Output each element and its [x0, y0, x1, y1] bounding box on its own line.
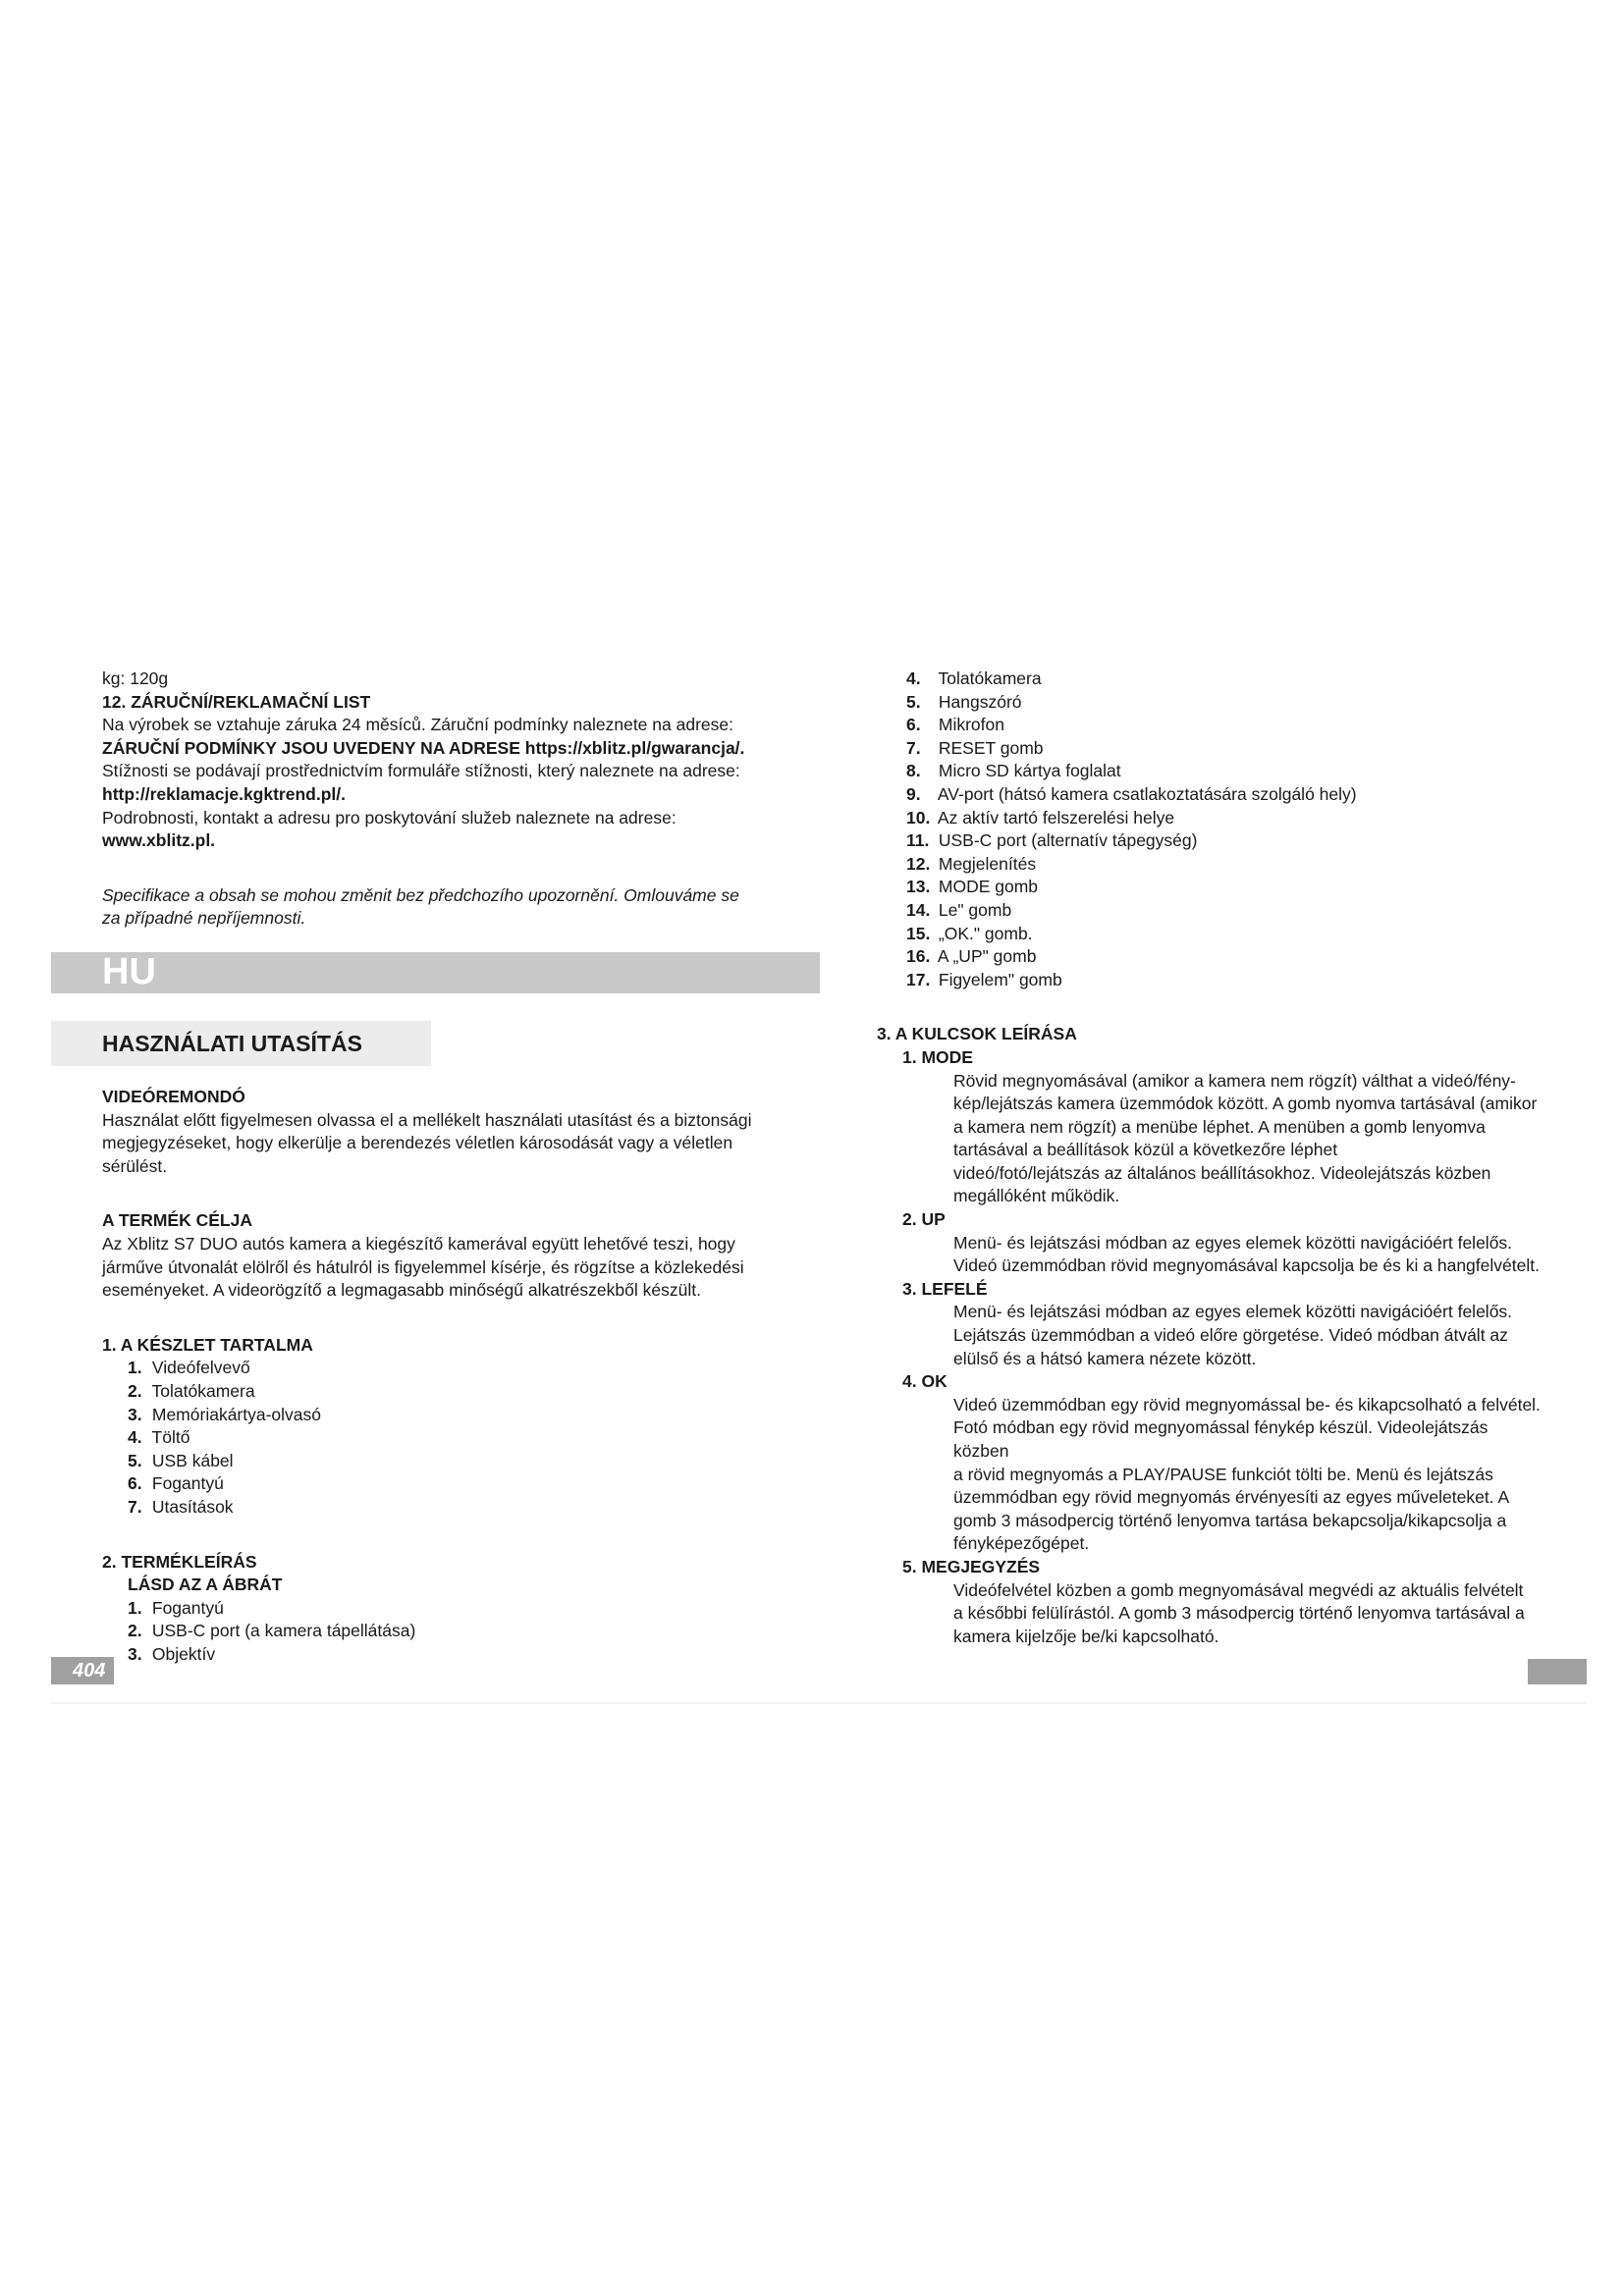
paragraph-line: sérülést. [102, 1155, 168, 1176]
paragraph-line: fényképezőgépet. [953, 1533, 1090, 1554]
paragraph-line: Használat előtt figyelmesen olvassa el a mellékelt használati utasítást és a biztonsági [102, 1109, 752, 1130]
list-item: 6. Fogantyú [128, 1473, 224, 1494]
key-description [902, 1579, 1544, 1649]
left-column [102, 667, 819, 931]
paragraph-line: Menü- és lejátszási módban az egyes elemek közötti navigációért felelős. [953, 1302, 1513, 1322]
list-item: 17. Figyelem" gomb [906, 969, 1062, 989]
list-item: 3. Memóriakártya-olvasó [128, 1404, 322, 1424]
paragraph-line: Az Xblitz S7 DUO autós kamera a kiegészítő kamerával együtt lehetővé teszi, hogy [102, 1233, 735, 1254]
section-heading: VIDEÓREMONDÓ [102, 1087, 245, 1106]
section-heading: 1. A KÉSZLET TARTALMA [102, 1334, 313, 1355]
product-parts-list [877, 667, 1544, 991]
warranty-link-line[interactable]: ZÁRUČNÍ PODMÍNKY JSOU UVEDENY NA ADRESE https://xblitz.pl/gwarancja/. [102, 737, 745, 758]
list-item: 11. USB-C port (alternatív tápegység) [906, 830, 1198, 851]
paragraph-line: Lejátszás üzemmódban a videó előre görgetése. Videó módban átvált az [953, 1325, 1508, 1346]
list-item: 14. Le" gomb [906, 899, 1012, 920]
paragraph-line: megállóként működik. [953, 1186, 1120, 1206]
list-item: 2. Tolatókamera [128, 1380, 255, 1401]
paragraph-line: videó/fotó/lejátszás az általános beállításokhoz. Videolejátszás közben [953, 1162, 1491, 1183]
paragraph-line: gomb 3 másodpercig történő lenyomva tartása bekapcsolja/kikapcsolja a [953, 1510, 1507, 1530]
complaints-link[interactable]: http://reklamacje.kgktrend.pl/. [102, 783, 346, 804]
product-description-list [102, 1574, 819, 1666]
paragraph-line: tartásával a beállítások közül a következőre léphet [953, 1140, 1338, 1160]
list-item: 7. Utasítások [128, 1496, 234, 1517]
key-description [902, 1232, 1544, 1278]
left-body [102, 1086, 819, 1666]
warranty-heading: 12. ZÁRUČNÍ/REKLAMAČNÍ LIST [102, 691, 371, 712]
paragraph-line: eseményeket. A videorögzítő a legmagasabb minőségű alkatrészekből készült. [102, 1280, 701, 1301]
language-band [51, 952, 820, 993]
list-item: 4. Töltő [128, 1427, 190, 1448]
key-description [902, 1301, 1544, 1370]
right-page-marker [1528, 1659, 1587, 1684]
right-column [877, 667, 1544, 1648]
bottom-divider [51, 1702, 1587, 1704]
paragraph-line: a későbbi felülírástól. A gomb 3 másodpercig történő lenyomva tartásával a [953, 1603, 1525, 1624]
list-item: 3. Objektív [128, 1643, 216, 1664]
page-number: 404 [73, 1660, 106, 1682]
kit-contents-list [102, 1357, 819, 1519]
list-item: 5. USB kábel [128, 1450, 234, 1470]
list-item: 10. Az aktív tartó felszerelési helye [906, 807, 1175, 828]
paragraph-line: a rövid megnyomás a PLAY/PAUSE funkciót tölti be. Menü és lejátszás [953, 1464, 1493, 1484]
section-heading: A TERMÉK CÉLJA [102, 1210, 252, 1231]
website-link[interactable]: www.xblitz.pl. [102, 830, 216, 851]
figure-reference: LÁSD AZ A ÁBRÁT [128, 1575, 283, 1595]
keys-list [877, 1046, 1544, 1648]
list-item: 6. Mikrofon [906, 715, 1004, 735]
disclaimer-line: Specifikace a obsah se mohou změnit bez předchozího upozornění. Omlouváme se [102, 884, 739, 905]
list-item: 7. RESET gomb [906, 737, 1044, 758]
list-item: 4. Tolatókamera [906, 668, 1042, 688]
key-description [902, 1394, 1544, 1556]
list-item: 8. Micro SD kártya foglalat [906, 761, 1121, 781]
list-item: 12. Megjelenítés [906, 853, 1037, 874]
disclaimer-line: za případné nepříjemnosti. [102, 908, 306, 929]
list-item: 1. Videófelvevő [128, 1358, 250, 1378]
key-title-down: 3. LEFELÉ [902, 1278, 988, 1299]
list-item: 13. MODE gomb [906, 877, 1039, 897]
list-item: 5. Hangszóró [906, 691, 1022, 712]
key-title-note: 5. MEGJEGYZÉS [902, 1556, 1041, 1576]
section-heading: 2. TERMÉKLEÍRÁS [102, 1551, 257, 1572]
language-label: HU [102, 951, 156, 992]
paragraph-line: Rövid megnyomásával (amikor a kamera nem rögzít) válthat a videó/fény- [953, 1070, 1516, 1091]
list-item: 15. „OK." gomb. [906, 923, 1033, 943]
list-item: 2. USB-C port (a kamera tápellátása) [128, 1621, 416, 1641]
paragraph-line: Videófelvétel közben a gomb megnyomásával megvédi az aktuális felvételt [953, 1579, 1524, 1600]
key-title-mode: 1. MODE [902, 1046, 973, 1067]
paragraph-line: megjegyzéseket, hogy elkerülje a berendezés véletlen károsodását vagy a véletlen [102, 1133, 733, 1153]
paragraph-line: Menü- és lejátszási módban az egyes elemek közötti navigációért felelős. [953, 1232, 1513, 1253]
key-description [902, 1070, 1544, 1209]
paragraph-line: a kamera nem rögzít) a menübe léphet. A menüben a gomb lenyomva [953, 1116, 1486, 1137]
paragraph-line: Videó üzemmódban rövid megnyomásával kapcsolja be és ki a hangfelvételt. [953, 1255, 1540, 1276]
list-item: 16. A „UP" gomb [906, 946, 1037, 967]
paragraph-line: elülső és a hátsó kamera nézete között. [953, 1348, 1257, 1368]
list-item: 1. Fogantyú [128, 1597, 224, 1618]
key-title-ok: 4. OK [902, 1371, 947, 1392]
key-title-up: 2. UP [902, 1209, 946, 1230]
warranty-line: Podrobnosti, kontakt a adresu pro poskytování služeb naleznete na adrese: [102, 807, 677, 828]
manual-title: HASZNÁLATI UTASÍTÁS [102, 1031, 362, 1056]
paragraph-line: járműve útvonalát elölről és hátulról is figyelemmel kísérje, és rögzítse a közlekedési [102, 1256, 744, 1277]
warranty-line: Na výrobek se vztahuje záruka 24 měsíců. Záruční podmínky naleznete na adrese: [102, 715, 733, 735]
weight-spec: kg: 120g [102, 668, 169, 688]
warranty-line: Stížnosti se podávají prostřednictvím formuláře stížnosti, který naleznete na adrese: [102, 761, 740, 781]
list-item: 9. AV-port (hátsó kamera csatlakoztatására szolgáló hely) [906, 783, 1357, 804]
paragraph-line: kép/lejátszás kamera üzemmódok között. A gomb nyomva tartásával (amikor [953, 1094, 1538, 1114]
section-heading: 3. A KULCSOK LEÍRÁSA [877, 1024, 1077, 1044]
paragraph-line: Videó üzemmódban egy rövid megnyomással be- és kikapcsolható a felvétel. [953, 1394, 1541, 1415]
paragraph-line: Fotó módban egy rövid megnyomással fénykép készül. Videolejátszás közben [953, 1417, 1489, 1461]
paragraph-line: üzemmódban egy rövid megnyomás érvényesíti az egyes műveleteket. A [953, 1487, 1510, 1508]
paragraph-line: kamera kijelzője be/ki kapcsolható. [953, 1626, 1219, 1646]
